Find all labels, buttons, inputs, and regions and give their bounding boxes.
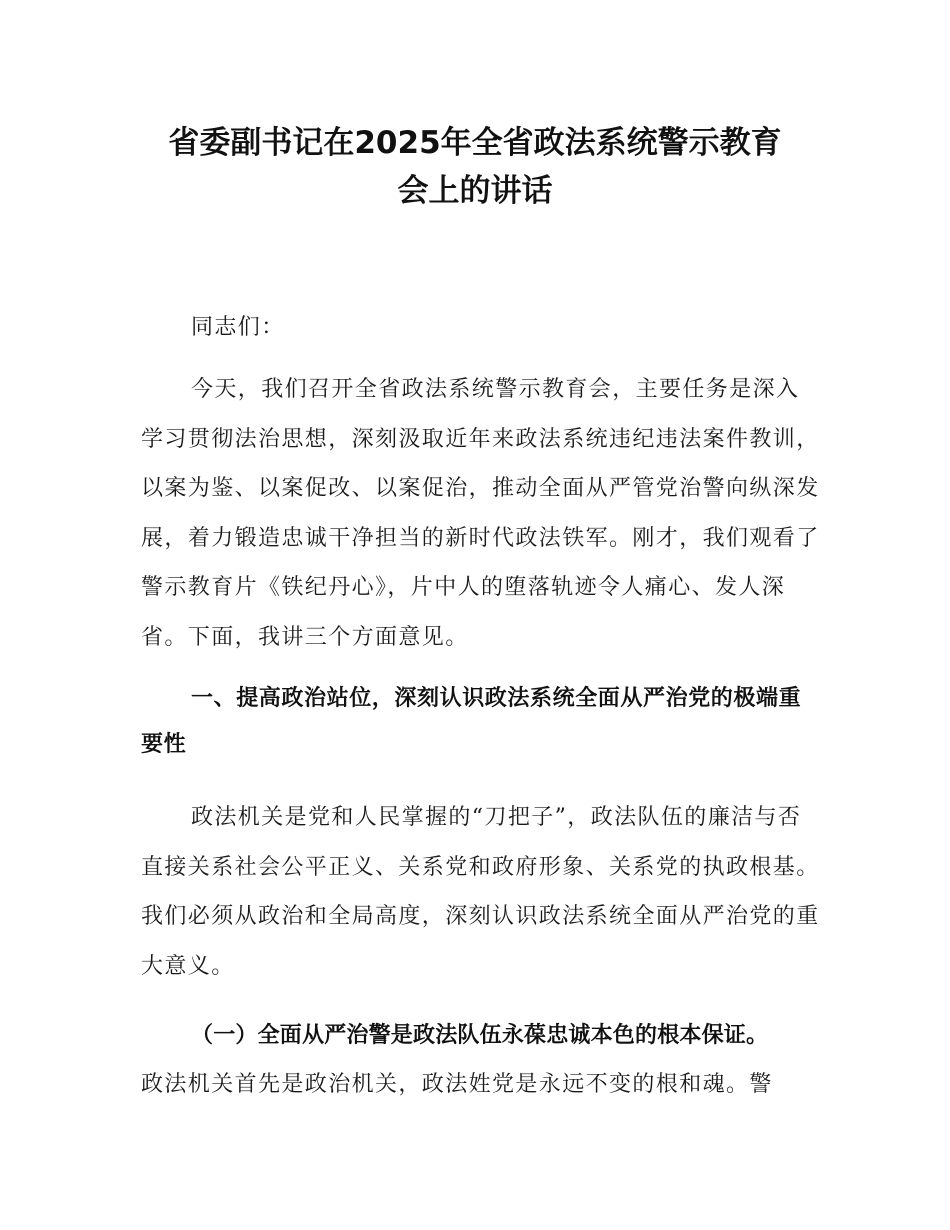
subheading-1: （一）全面从严治警是政法队伍永葆忠诚本色的根本保证。 [191, 1023, 769, 1048]
paragraph-intro: 今天，我们召开全省政法系统警示教育会，主要任务是深入学习贯彻法治思想，深刻汲取近年来政法系统违纪违法案件教训，以案为鉴、以案促改、以案促治，推动全面从严管党治警向纵深发展，着力锻造忠诚干净担当的新时代政法铁军。刚才，我们观看了警示教育片《铁纪丹心》，片中人的堕落轨迹令人痛心、发人深省。下面，我讲三个方面意见。 [141, 377, 820, 650]
paragraph-subsection-1: 政法机关首先是政治机关，政法姓党是永远不变的根和魂。警 [141, 1072, 773, 1097]
document-title-line-2: 会上的讲话 [397, 173, 553, 209]
document-title-line-1: 省委副书记在2025年全省政法系统警示教育 [168, 125, 782, 161]
paragraph-section-1: 政法机关是党和人民掌握的“刀把子”，政法队伍的廉洁与否直接关系社会公平正义、关系党和政府形象、关系党的执政根基。我们必须从政治和全局高度，深刻认识政法系统全面从严治党的重大意义。 [141, 805, 820, 979]
greeting: 同志们： [191, 315, 285, 340]
section-heading-1: 一、提高政治站位，深刻认识政法系统全面从严治党的极端重要性 [141, 686, 802, 757]
